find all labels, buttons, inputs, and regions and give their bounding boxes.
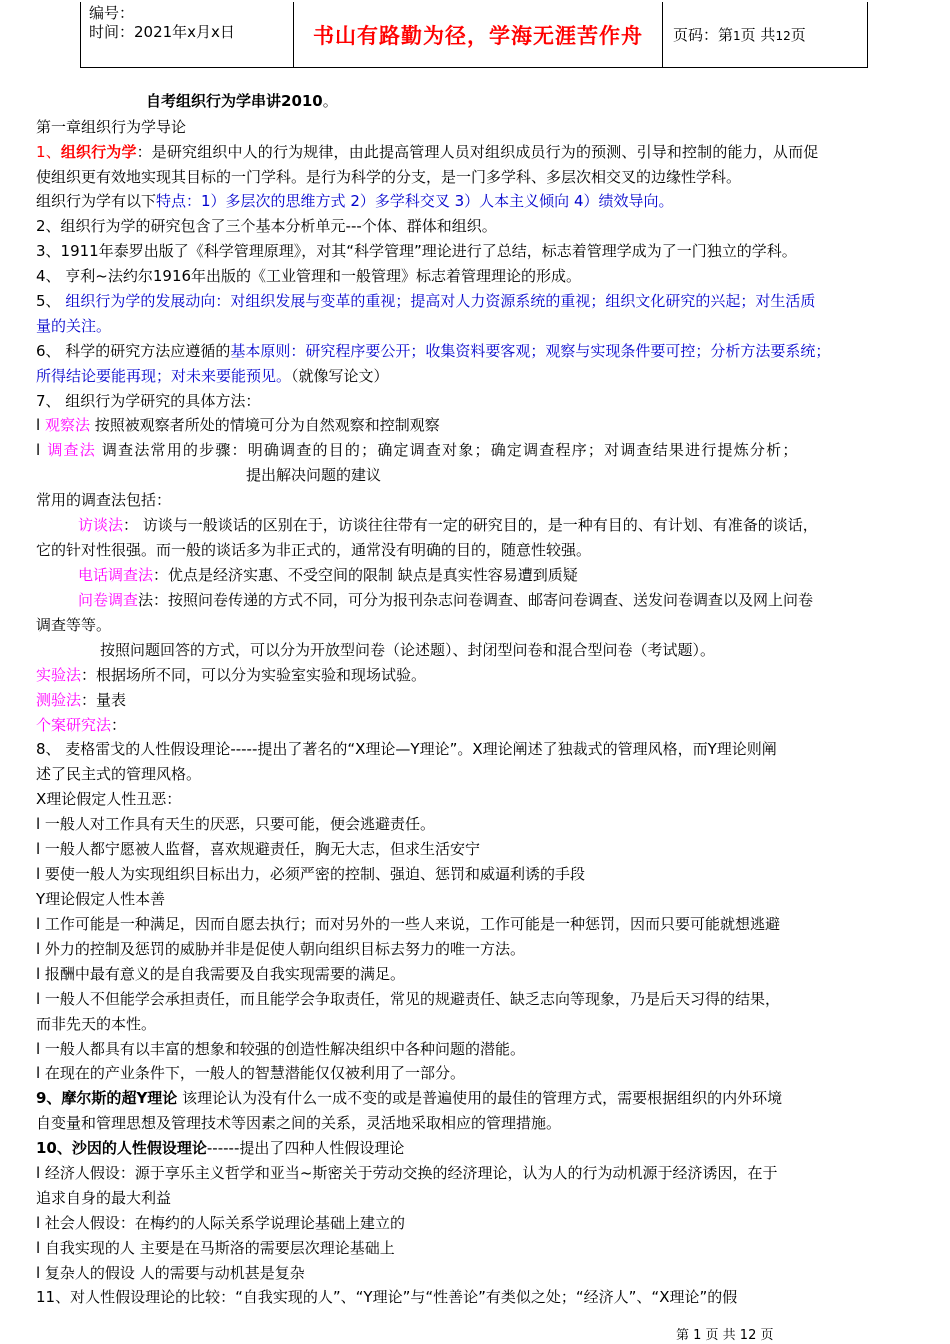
bullet-line: l 报酬中最有意义的是自我需要及自我实现需要的满足。 [36, 965, 405, 983]
paragraph-line: 4、 亨利~法约尔1916年出版的《工业管理和一般管理》标志着管理理论的形成。 [36, 267, 582, 285]
term-highlight: 实验法 [36, 666, 82, 684]
paragraph-line: 使组织更有效地实现其目标的一门学科。是行为科学的分支，是一门多学科、多层次相交叉的边缘性学科。 [36, 168, 742, 186]
paragraph-line: 按照问题回答的方式，可以分为开放型问卷（论述题）、封闭型问卷和混合型问卷（考试题）。 [100, 641, 716, 659]
bullet-line: l 一般人不但能学会承担责任，而且能学会争取责任，常见的规避责任、缺乏志向等现象，乃是后天习得的结果， [36, 990, 780, 1008]
page-footer: 第 1 页 共 12 页 [676, 1328, 774, 1343]
bullet-line: l 复杂人的假设 人的需要与动机甚是复杂 [36, 1264, 305, 1282]
bullet-line: l 社会人假设：在梅约的人际关系学说理论基础上建立的 [36, 1214, 405, 1232]
page-header [80, 2, 868, 68]
page-info-suffix: 页 [790, 26, 806, 44]
paragraph-line [36, 414, 440, 436]
line-text: 组织行为学有以下 [36, 192, 157, 210]
blue-highlight: 特点：1）多层次的思维方式 2）多学科交叉 3）人本主义倾向 4）绩效导向。 [156, 192, 674, 210]
item-number: 5、 [36, 292, 66, 310]
paragraph-line: 追求自身的最大利益 [36, 1189, 172, 1207]
line-text: 该理论认为没有什么一成不变的或是普遍使用的最佳的管理方式，需要根据组织的内外环境 [177, 1089, 783, 1107]
document-title [146, 90, 338, 112]
blue-highlight: 组织行为学的发展动向：对组织发展与变革的重视；提高对人力资源系统的重视；组织文化研究的兴起；对生活质 [65, 292, 816, 310]
document-date: 时间：2021年x月x日 [89, 23, 235, 41]
blue-highlight: 基本原则：研究程序要公开；收集资料要客观；观察与实现条件要可控；分析方法要系统； [230, 342, 831, 360]
paragraph-line: 11、对人性假设理论的比较：“自我实现的人”、“Y理论”与“性善论”有类似之处；“经济人”、“X理论”的假 [36, 1288, 738, 1306]
header-meta-cell [81, 2, 294, 68]
paragraph-line [36, 290, 815, 312]
paragraph-line [36, 340, 830, 362]
document-number-label: 编号： [89, 4, 135, 22]
bullet-marker: l [36, 441, 48, 459]
term-highlight: 组织行为学 [60, 143, 137, 161]
paragraph-line [36, 439, 799, 461]
document-title-text: 自考组织行为学串讲2010 [146, 92, 323, 110]
line-text: ：根据场所不同，可以分为实验室实验和现场试验。 [81, 666, 427, 684]
line-text: ： 访谈与一般谈话的区别在于，访谈往往带有一定的研究目的，是一种有目的、有计划、有准备的谈话， [123, 516, 818, 534]
bullet-line: l 一般人都具有以丰富的想象和较强的创造性解决组织中各种问题的潜能。 [36, 1040, 525, 1058]
bullet-marker: l [36, 416, 45, 434]
line-text: ：量表 [81, 691, 127, 709]
term-highlight: 访谈法 [78, 516, 124, 534]
page-total-number: 12 [775, 29, 791, 43]
line-text: ：优点是经济实惠、不受空间的限制 缺点是真实性容易遭到质疑 [153, 566, 578, 584]
paragraph-line [36, 1087, 782, 1109]
chapter-heading: 第一章组织行为学导论 [36, 118, 187, 136]
line-text: （就像写论文） [291, 367, 389, 385]
paragraph-line [36, 1137, 404, 1159]
bullet-line: l 外力的控制及惩罚的威胁并非是促使人朝向组织目标去努力的唯一方法。 [36, 940, 525, 958]
paragraph-line: 2、组织行为学的研究包含了三个基本分析单元---个体、群体和组织。 [36, 217, 497, 235]
paragraph-line [78, 514, 818, 536]
line-text: ------提出了四种人性假设理论 [206, 1139, 405, 1157]
paragraph-line [36, 664, 426, 686]
line-text: 调查法常用的步骤：明确调查的目的；确定调查对象；确定调查程序；对调查结果进行提炼分析； [95, 441, 799, 459]
paragraph-line: 调查等等。 [36, 616, 112, 634]
bullet-line: l 要使一般人为实现组织目标出力，必须严密的控制、强迫、惩罚和威逼利诱的手段 [36, 865, 585, 883]
line-text: ：是研究组织中人的行为规律，由此提高管理人员对组织成员行为的预测、引导和控制的能力，从而促 [136, 143, 819, 161]
document-title-end: 。 [322, 92, 338, 110]
term-highlight: 测验法 [36, 691, 82, 709]
page-info-mid: 页 共 [740, 26, 776, 44]
paragraph-line [78, 589, 813, 611]
term-highlight: 问卷调查 [78, 591, 139, 609]
header-page-info [663, 2, 868, 68]
paragraph-line: 常用的调查法包括： [36, 491, 172, 509]
paragraph-line: 而非先天的本性。 [36, 1015, 157, 1033]
term-highlight: 观察法 [44, 416, 90, 434]
bold-heading: 9、摩尔斯的超Y理论 [36, 1089, 178, 1107]
header-motto: 书山有路勤为径，学海无涯苦作舟 [294, 2, 663, 68]
line-text: 法：按照问卷传递的方式不同，可分为报刊杂志问卷调查、邮寄问卷调查、送发问卷调查以及网上问卷 [138, 591, 814, 609]
page-info-prefix: 页码：第 [673, 26, 734, 44]
paragraph-line: 它的针对性很强。而一般的谈话多为非正式的，通常没有明确的目的，随意性较强。 [36, 541, 592, 559]
paragraph-line: 提出解决问题的建议 [246, 466, 382, 484]
blue-highlight: 所得结论要能再现；对未来要能预见。 [36, 367, 292, 385]
term-highlight: 调查法 [47, 441, 96, 459]
paragraph-line [36, 714, 126, 736]
line-text: 按照被观察者所处的情境可分为自然观察和控制观察 [89, 416, 440, 434]
paragraph-line: 7、 组织行为学研究的具体方法： [36, 392, 261, 410]
bullet-line: l 经济人假设：源于享乐主义哲学和亚当~斯密关于劳动交换的经济理论，认为人的行为动机源于经济诱因，在于 [36, 1164, 778, 1182]
term-highlight: 电话调查法 [78, 566, 154, 584]
bullet-line: l 工作可能是一种满足，因而自愿去执行；而对另外的一些人来说，工作可能是一种惩罚，因而只要可能就想逃避 [36, 915, 780, 933]
paragraph-line [36, 141, 818, 163]
bullet-line: l 在现在的产业条件下，一般人的智慧潜能仅仅被利用了一部分。 [36, 1064, 465, 1082]
paragraph-line: 述了民主式的管理风格。 [36, 765, 202, 783]
line-text: ： [111, 716, 127, 734]
paragraph-line [36, 365, 389, 387]
paragraph-line [36, 689, 126, 711]
blue-highlight: 量的关注。 [36, 317, 112, 335]
paragraph-line [36, 190, 674, 212]
paragraph-line: Y理论假定人性本善 [36, 890, 166, 908]
paragraph-line: 3、1911年泰罗出版了《科学管理原理》，对其“科学管理”理论进行了总结，标志着管理学成为了一门独立的学科。 [36, 242, 797, 260]
bullet-line: l 自我实现的人 主要是在马斯洛的需要层次理论基础上 [36, 1239, 395, 1257]
paragraph-line: 8、 麦格雷戈的人性假设理论-----提出了著名的“X理论—Y理论”。X理论阐述了独裁式的管理风格，而Y理论则阐 [36, 740, 777, 758]
line-text: 6、 科学的研究方法应遵循的 [36, 342, 231, 360]
paragraph-line [36, 315, 111, 337]
item-number: 1、 [36, 143, 61, 161]
page-current-number: 1 [733, 29, 741, 43]
paragraph-line [78, 564, 578, 586]
paragraph-line: X理论假定人性丑恶： [36, 790, 182, 808]
bullet-line: l 一般人对工作具有天生的厌恶，只要可能，便会逃避责任。 [36, 815, 435, 833]
paragraph-line: 自变量和管理思想及管理技术等因素之间的关系，灵活地采取相应的管理措施。 [36, 1114, 562, 1132]
term-highlight: 个案研究法 [36, 716, 112, 734]
bullet-line: l 一般人都宁愿被人监督，喜欢规避责任，胸无大志，但求生活安宁 [36, 840, 480, 858]
bold-heading: 10、沙因的人性假设理论 [36, 1139, 207, 1157]
